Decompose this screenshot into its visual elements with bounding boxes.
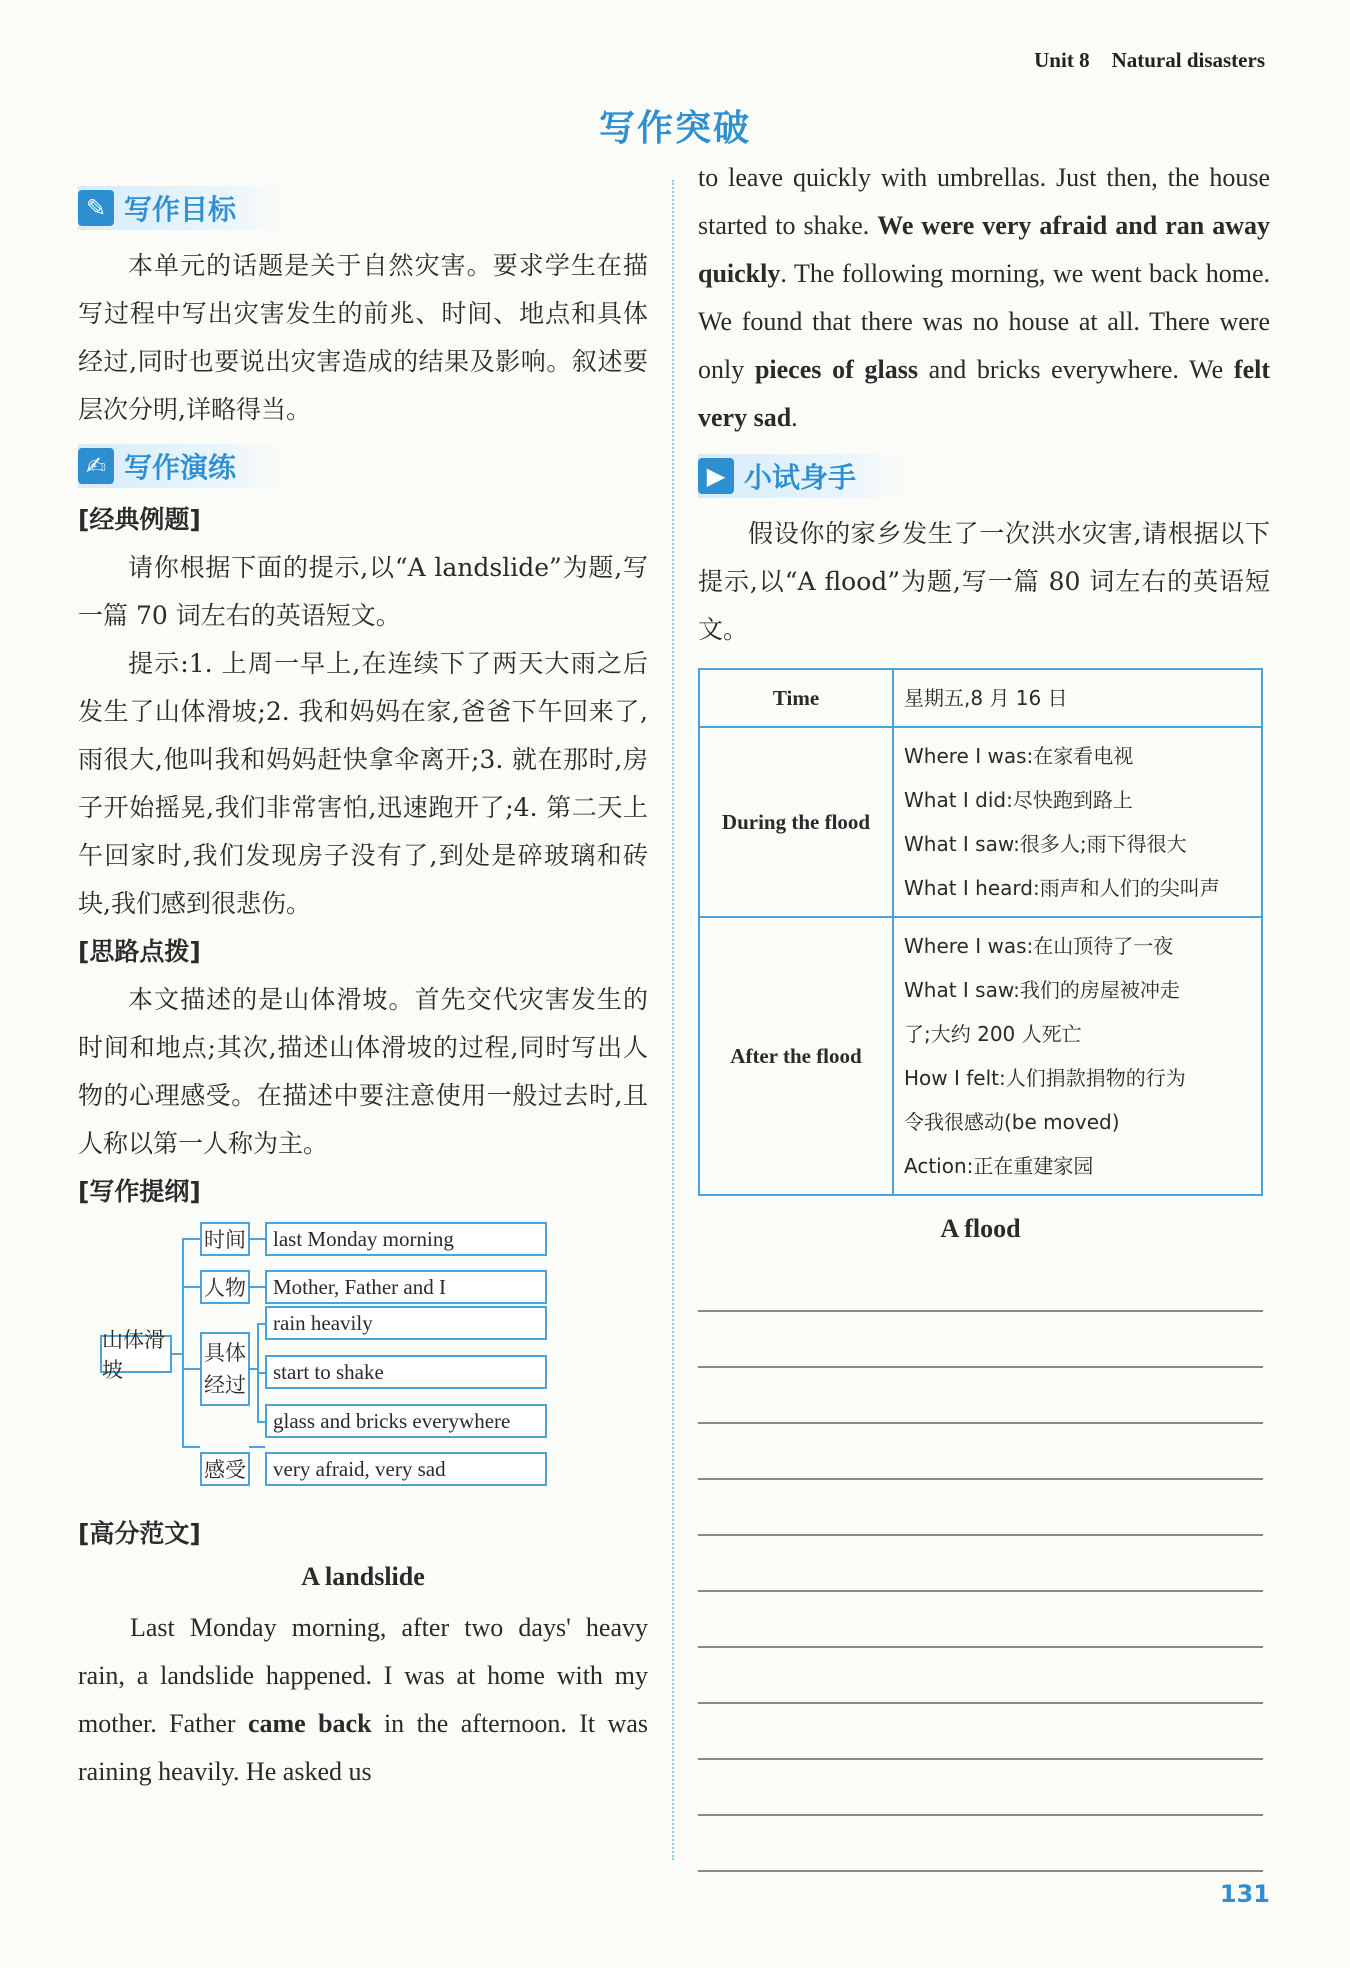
writing-line[interactable] [698, 1536, 1263, 1592]
outline-feeling-label: 感受 [200, 1452, 250, 1486]
section-try-label: 小试身手 [744, 461, 857, 494]
after-line: 令我很感动(be moved) [904, 1110, 1120, 1134]
outline-process-value-2: start to shake [265, 1355, 547, 1389]
after-line: Action:正在重建家园 [904, 1154, 1094, 1178]
answer-lines[interactable] [698, 1256, 1263, 1872]
unit-label: Unit 8 [1034, 48, 1090, 72]
unit-topic: Natural disasters [1111, 48, 1265, 72]
during-cell [893, 727, 1262, 917]
after-cell [893, 917, 1262, 1195]
outline-process-value-1: rain heavily [265, 1306, 547, 1340]
section-goal-text: 本单元的话题是关于自然灾害。要求学生在描写过程中写出灾害发生的前兆、时间、地点和具体经过,同时也要说出灾害造成的结果及影响。叙述要层次分明,详略得当。 [78, 251, 648, 424]
edit-icon: ✎ [78, 190, 114, 226]
writing-line[interactable] [698, 1368, 1263, 1424]
table-row [699, 727, 1262, 917]
outline-process-label: 具体经过 [200, 1332, 250, 1406]
model-essay-title: A landslide [301, 1562, 425, 1591]
after-line: How I felt:人们捐款捐物的行为 [904, 1066, 1186, 1090]
essay-bold: came back [247, 1709, 372, 1738]
outline-root: 山体滑坡 [100, 1335, 172, 1373]
during-head: During the flood [699, 727, 893, 917]
outline-bracket: [写作提纲] [78, 1177, 201, 1206]
classic-intro: 请你根据下面的提示,以“A landslide”为题,写一篇 70 词左右的英语短文。 [78, 553, 648, 630]
model-bracket: [高分范文] [78, 1519, 201, 1548]
essay-bold: We were very afraid and ran away quickly [698, 211, 1270, 288]
outline-people-label: 人物 [200, 1270, 250, 1304]
section-practice-header [78, 444, 283, 488]
outline-feeling-value: very afraid, very sad [265, 1452, 547, 1486]
play-icon: ▶ [698, 458, 734, 494]
connector [182, 1238, 200, 1240]
during-line: Where I was:在家看电视 [904, 744, 1134, 768]
section-practice-label: 写作演练 [124, 451, 237, 484]
connector [257, 1421, 265, 1423]
essay-bold: pieces of glass [754, 355, 918, 384]
answer-title: A flood [940, 1214, 1021, 1243]
after-head: After the flood [699, 917, 893, 1195]
analysis-bracket: [思路点拨] [78, 937, 201, 966]
writing-outline [78, 1220, 648, 1510]
during-line: What I did:尽快跑到路上 [904, 788, 1133, 812]
model-essay-continued: to leave quickly with umbrellas. Just then, the house started to shake. We were very afraid and ran away quickly. The following morning, we went back home. We found that there was no house at all. There were only pieces of glass and bricks everywhere. We felt very sad. [698, 163, 1270, 432]
writing-line[interactable] [698, 1312, 1263, 1368]
writing-line[interactable] [698, 1480, 1263, 1536]
writing-line[interactable] [698, 1816, 1263, 1872]
writing-line[interactable] [698, 1424, 1263, 1480]
analysis-text: 本文描述的是山体滑坡。首先交代灾害发生的时间和地点;其次,描述山体滑坡的过程,同时写出人物的心理感受。在描述中要注意使用一般过去时,且人称以第一人称为主。 [78, 985, 648, 1158]
after-line: What I saw:我们的房屋被冲走 [904, 978, 1180, 1002]
after-line: 了;大约 200 人死亡 [904, 1022, 1082, 1046]
section-goal-label: 写作目标 [124, 193, 237, 226]
essay-text: . [791, 403, 798, 432]
model-essay-part-1 [78, 1604, 648, 1796]
connector [249, 1446, 265, 1448]
essay-text: Last Monday morning, after two days' heavy rain, a landslide happened. I was at home with my mother. Father [78, 1613, 648, 1738]
practice-icon: ✍ [78, 448, 114, 484]
connector [257, 1372, 265, 1374]
connector [249, 1238, 265, 1240]
column-divider [672, 180, 674, 1860]
section-try-header [698, 454, 903, 498]
connector [249, 1286, 265, 1288]
try-text: 假设你的家乡发生了一次洪水灾害,请根据以下提示,以“A flood”为题,写一篇 80 词左右的英语短文。 [698, 519, 1270, 644]
section-goal-header [78, 186, 283, 230]
prompt-table [698, 668, 1263, 1196]
after-line: Where I was:在山顶待了一夜 [904, 934, 1174, 958]
during-line: What I saw:很多人;雨下得很大 [904, 832, 1187, 856]
essay-text: in the afternoon. It was raining heavily. He asked us [78, 1709, 648, 1786]
connector [172, 1353, 182, 1355]
classic-bracket: [经典例题] [78, 505, 201, 534]
essay-bold: felt very sad [698, 355, 1270, 432]
writing-line[interactable] [698, 1592, 1263, 1648]
outline-time-label: 时间 [200, 1222, 250, 1256]
connector [182, 1286, 200, 1288]
classic-hints: 提示:1. 上周一早上,在连续下了两天大雨之后发生了山体滑坡;2. 我和妈妈在家,爸爸下午回来了,雨很大,他叫我和妈妈赶快拿伞离开;3. 就在那时,房子开始摇晃,我们非常害怕,迅速跑开了;4. 第二天上午回家时,我们发现房子没有了,到处是碎玻璃和砖块,我们感到很悲伤。 [78, 649, 648, 918]
connector [182, 1446, 200, 1448]
table-row [699, 917, 1262, 1195]
essay-text: and bricks everywhere. We [917, 355, 1234, 384]
connector [182, 1368, 200, 1370]
outline-process-value-3: glass and bricks everywhere [265, 1404, 547, 1438]
writing-line[interactable] [698, 1704, 1263, 1760]
time-head: Time [699, 669, 893, 727]
during-line: What I heard:雨声和人们的尖叫声 [904, 876, 1220, 900]
table-row [699, 669, 1262, 727]
writing-line[interactable] [698, 1760, 1263, 1816]
page-number: 131 [1219, 1880, 1270, 1908]
writing-line[interactable] [698, 1256, 1263, 1312]
left-column [78, 180, 648, 1796]
writing-line[interactable] [698, 1648, 1263, 1704]
essay-text: . The following morning, we went back home. We found that there was no house at all. There were only [698, 259, 1270, 384]
outline-time-value: last Monday morning [265, 1222, 547, 1256]
connector [257, 1323, 265, 1325]
time-value: 星期五,8 月 16 日 [893, 669, 1262, 727]
right-column [698, 163, 1270, 1872]
connector [182, 1238, 184, 1448]
running-header [1012, 48, 1265, 73]
page-title: 写作突破 [598, 108, 751, 149]
outline-people-value: Mother, Father and I [265, 1270, 547, 1304]
connector [249, 1368, 257, 1370]
